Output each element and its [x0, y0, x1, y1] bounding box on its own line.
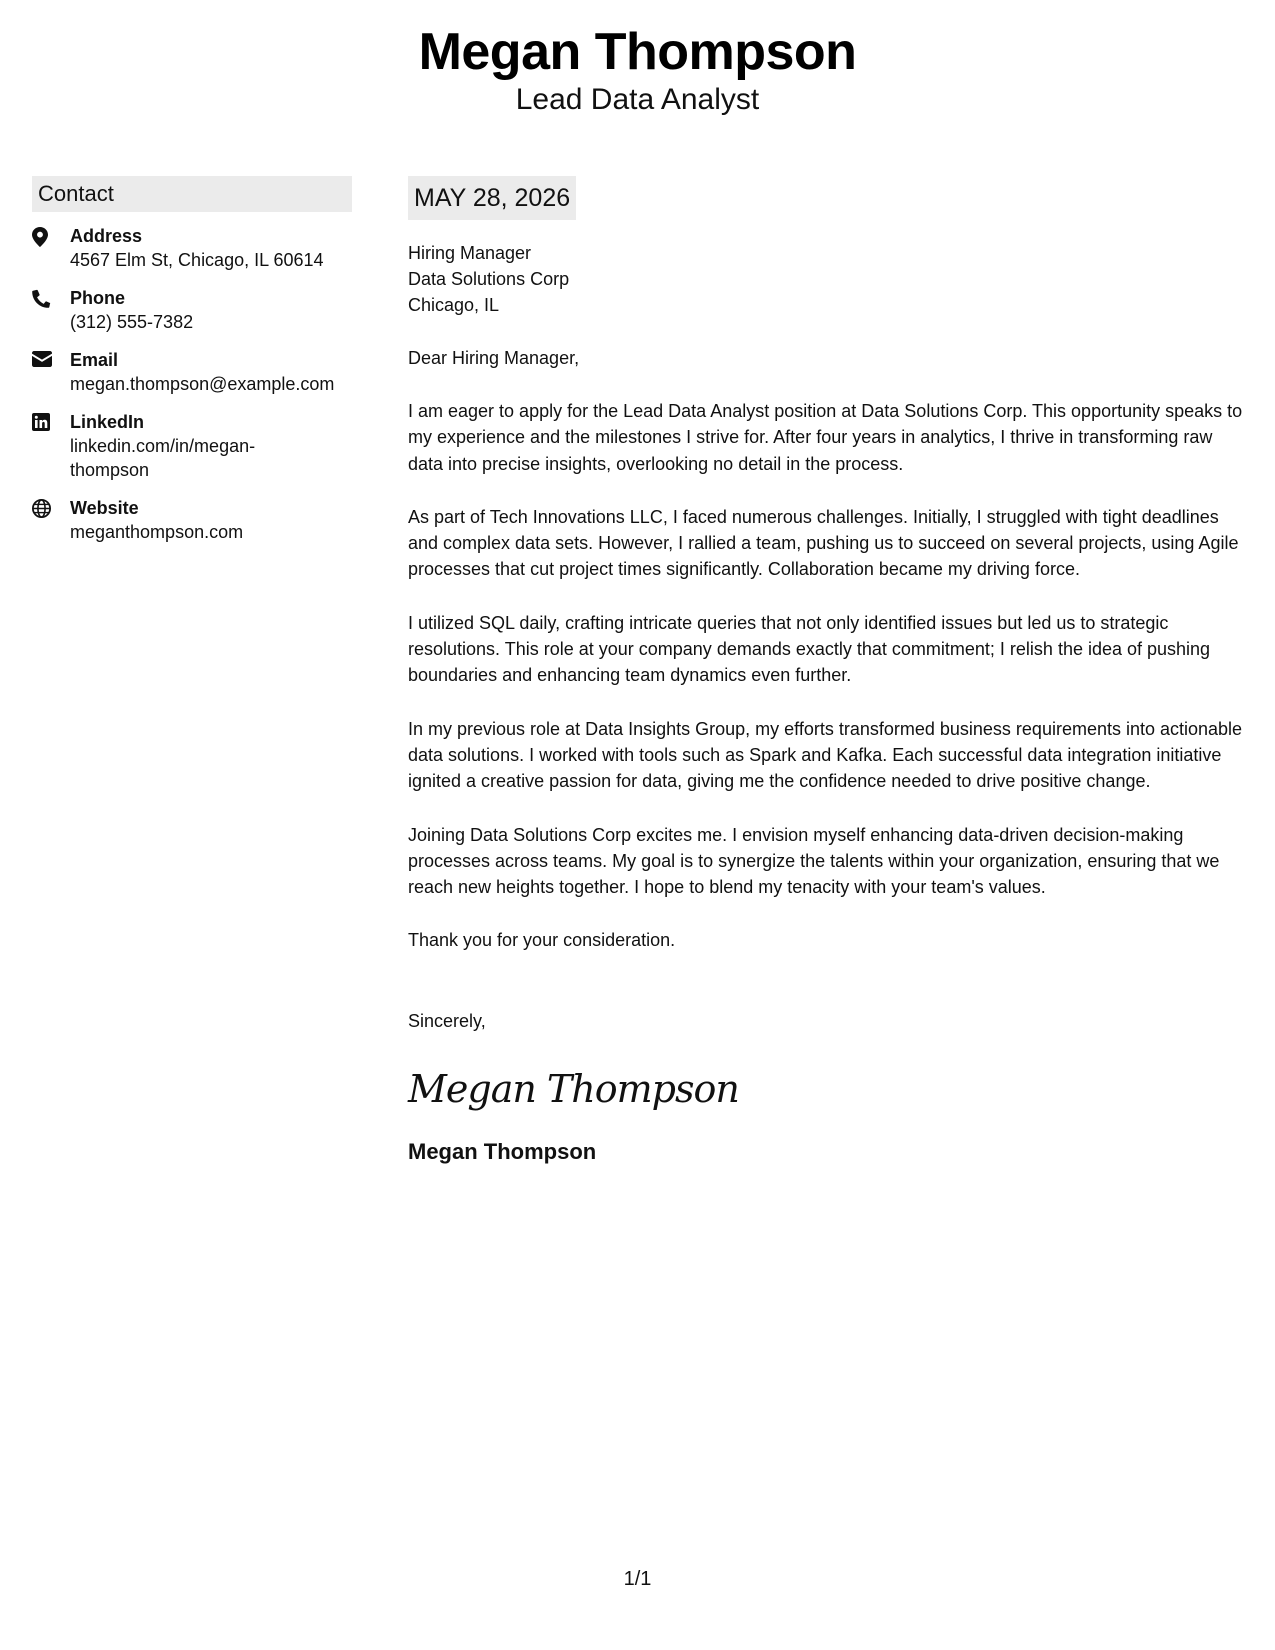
contact-item-linkedin — [32, 410, 352, 482]
body-paragraph: Joining Data Solutions Corp excites me. I envision myself enhancing data-driven decision-making processes across teams. My goal is to synergize the talents within your organization, ensuring that we reach new heights together. I hope to blend my tenacity with your team's values. — [408, 824, 1220, 898]
body-paragraph: As part of Tech Innovations LLC, I faced numerous challenges. Initially, I struggled with tight deadlines and complex data sets. However, I rallied a team, pushing us to succeed on several projects, using Agile processes that cut project times significantly. Collaboration became my driving force. — [408, 506, 1239, 580]
page-number: 1/1 — [623, 1568, 652, 1590]
phone-icon — [32, 286, 70, 308]
contact-item-address — [32, 224, 352, 272]
signer-name: Megan Thompson — [408, 1138, 597, 1164]
recipient-block — [408, 240, 1243, 318]
contact-address-value: 4567 Elm St, Chicago, IL 60614 — [70, 250, 324, 270]
contact-sidebar — [32, 176, 352, 558]
contact-label: Email — [70, 350, 119, 370]
contact-label: Website — [70, 498, 139, 518]
body-paragraph: I utilized SQL daily, crafting intricate queries that not only identified issues but led us to strategic resolutions. This role at your company demands exactly that commitment; I relish the idea of pushing boundaries and enhancing team dynamics even further. — [408, 612, 1211, 686]
contact-heading: Contact — [32, 176, 352, 212]
contact-item-phone — [32, 286, 352, 334]
contact-item-email — [32, 348, 352, 396]
body-paragraph: I am eager to apply for the Lead Data Analyst position at Data Solutions Corp. This opportunity speaks to my experience and the milestones I strive for. After four years in analytics, I thrive in transforming raw data into precise insights, overlooking no detail in the process. — [408, 401, 1243, 474]
map-pin-icon — [32, 224, 70, 247]
letter-date: MAY 28, 2026 — [408, 176, 576, 220]
letter-header — [0, 22, 1275, 118]
contact-label: Phone — [70, 288, 126, 308]
letter-body — [408, 176, 1243, 1166]
applicant-name: Megan Thompson — [418, 23, 857, 81]
contact-list — [32, 224, 352, 544]
salutation: Dear Hiring Manager, — [408, 348, 580, 368]
contact-phone-value: (312) 555-7382 — [70, 312, 194, 332]
contact-label: Address — [70, 226, 143, 246]
recipient-line: Data Solutions Corp — [408, 269, 570, 289]
applicant-title: Lead Data Analyst — [515, 83, 760, 116]
body-paragraph: In my previous role at Data Insights Group, my efforts transformed business requirements into actionable data solutions. I worked with tools such as Spark and Kafka. Each successful data integration initiative ignited a creative passion for data, giving me the confidence needed to drive positive change. — [408, 718, 1243, 792]
contact-email-value: megan.thompson@example.com — [70, 374, 335, 394]
recipient-line: Hiring Manager — [408, 243, 532, 263]
envelope-icon — [32, 348, 70, 367]
contact-website-value[interactable]: meganthompson.com — [70, 522, 244, 542]
contact-label: LinkedIn — [70, 412, 145, 432]
closing: Sincerely, — [408, 1010, 486, 1031]
linkedin-icon — [32, 410, 70, 431]
body-paragraph: Thank you for your consideration. — [408, 930, 676, 951]
recipient-line: Chicago, IL — [408, 295, 500, 315]
contact-linkedin-value[interactable]: linkedin.com/in/megan-thompson — [70, 436, 256, 480]
handwritten-signature: Megan Thompson — [408, 1066, 739, 1111]
globe-icon — [32, 496, 70, 518]
contact-item-website — [32, 496, 352, 544]
